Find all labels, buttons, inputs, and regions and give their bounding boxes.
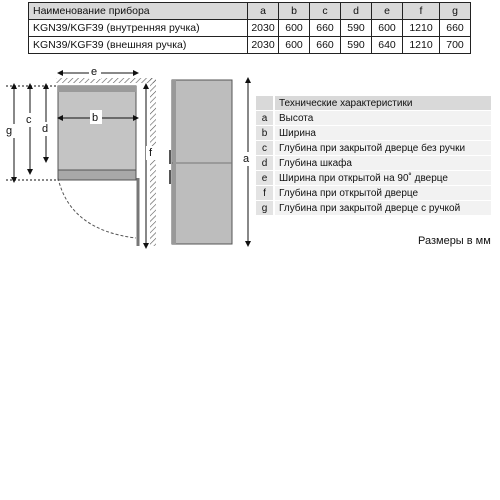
dimension-table-header: [29, 3, 471, 20]
dim-e-label: e: [91, 66, 98, 78]
legend-label: Ширина при открытой на 90˚ дверце: [274, 171, 491, 186]
header-a: a: [248, 3, 279, 20]
cell-b: 600: [279, 37, 310, 54]
cell-b: 600: [279, 20, 310, 37]
legend-key: a: [256, 111, 274, 126]
header-f: f: [403, 3, 440, 20]
cell-d: 590: [341, 20, 372, 37]
refrigerator-dimension-drawing: [0, 60, 260, 250]
list-item: [256, 141, 491, 156]
dim-f-label: f: [149, 147, 153, 159]
header-g: g: [440, 3, 471, 20]
top-view-door: [58, 170, 136, 180]
cell-e: 640: [372, 37, 403, 54]
units-note: Размеры в мм: [418, 235, 491, 247]
dim-d-label: d: [42, 123, 49, 135]
header-e: e: [372, 3, 403, 20]
cell-f: 1210: [403, 20, 440, 37]
wall-right: [150, 78, 156, 246]
row-model: KGN39/KGF39 (внутренняя ручка): [29, 20, 248, 37]
legend-label: Глубина шкафа: [274, 156, 491, 171]
cell-c: 660: [310, 20, 341, 37]
legend-key: d: [256, 156, 274, 171]
legend-title: Технические характеристики: [274, 96, 491, 111]
door-swing-arc: [58, 178, 136, 238]
legend-key: f: [256, 186, 274, 201]
dim-b-label: b: [92, 112, 99, 124]
top-view-body: [58, 86, 136, 178]
cell-e: 600: [372, 20, 403, 37]
list-item: [256, 126, 491, 141]
side-view-door-top: [172, 80, 176, 162]
top-view-hinge: [58, 86, 136, 92]
legend-key: b: [256, 126, 274, 141]
header-b: b: [279, 3, 310, 20]
legend-label: Глубина при закрытой дверце без ручки: [274, 141, 491, 156]
dimension-table: [28, 2, 471, 54]
legend-key: e: [256, 171, 274, 186]
legend-key: g: [256, 201, 274, 216]
cell-c: 660: [310, 37, 341, 54]
legend-label: Ширина: [274, 126, 491, 141]
cell-f: 1210: [403, 37, 440, 54]
legend-label: Глубина при открытой дверце: [274, 186, 491, 201]
table-row: [29, 37, 471, 54]
legend-key: c: [256, 141, 274, 156]
dim-a-label: a: [243, 153, 250, 165]
row-model: KGN39/KGF39 (внешняя ручка): [29, 37, 248, 54]
dim-c-label: c: [26, 114, 32, 126]
list-item: [256, 171, 491, 186]
wall-top: [56, 78, 156, 83]
specs-legend: [256, 96, 491, 216]
legend-header: [256, 96, 491, 111]
header-c: c: [310, 3, 341, 20]
list-item: [256, 201, 491, 216]
side-view-body: [172, 80, 232, 244]
dim-g-label: g: [6, 125, 13, 137]
cell-g: 660: [440, 20, 471, 37]
list-item: [256, 156, 491, 171]
cell-d: 590: [341, 37, 372, 54]
header-model: Наименование прибора: [29, 3, 248, 20]
cell-a: 2030: [248, 20, 279, 37]
legend-label: Высота: [274, 111, 491, 126]
legend-label: Глубина при закрытой дверце с ручкой: [274, 201, 491, 216]
cell-a: 2030: [248, 37, 279, 54]
table-row: [29, 20, 471, 37]
list-item: [256, 186, 491, 201]
cell-g: 700: [440, 37, 471, 54]
side-view-door-bottom: [172, 164, 176, 244]
list-item: [256, 111, 491, 126]
header-d: d: [341, 3, 372, 20]
